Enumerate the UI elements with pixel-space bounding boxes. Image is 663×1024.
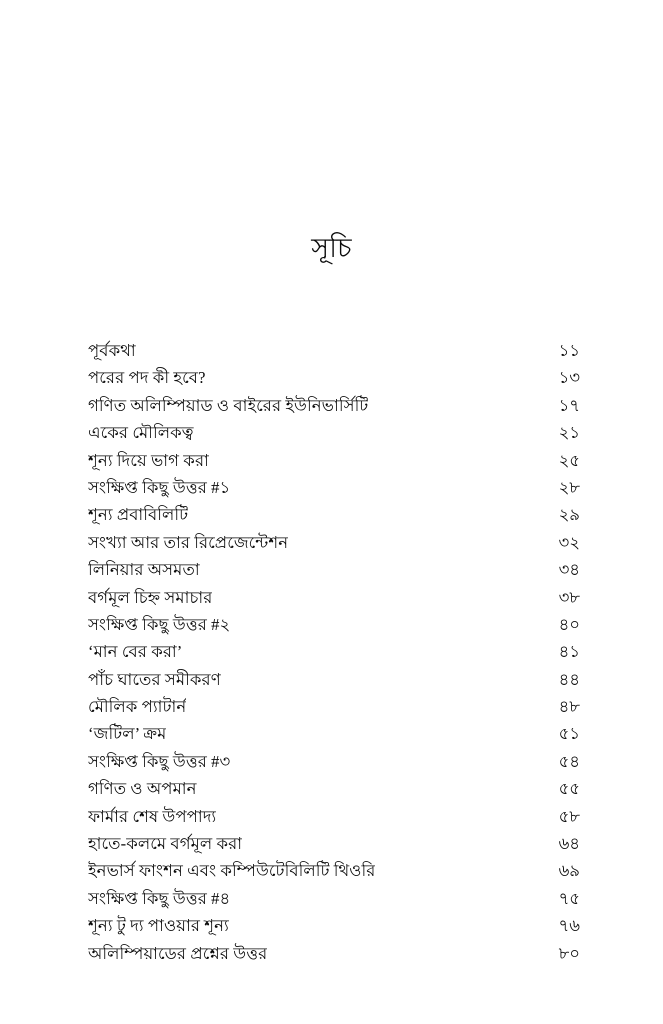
toc-entry-title: গণিত ও অপমান bbox=[88, 779, 197, 799]
toc-entry-title: শূন্য প্রবাবিলিটি bbox=[88, 505, 189, 525]
toc-entry[interactable] bbox=[88, 720, 580, 747]
toc-entry[interactable] bbox=[88, 419, 580, 446]
toc-entry-page-number: ১১ bbox=[558, 341, 580, 360]
toc-entry[interactable] bbox=[88, 474, 580, 501]
toc-entry-title: সংক্ষিপ্ত কিছু উত্তর #৪ bbox=[88, 888, 231, 908]
toc-entry[interactable] bbox=[88, 529, 580, 556]
toc-entry-title: সংখ্যা আর তার রিপ্রেজেন্টেশন bbox=[88, 532, 289, 552]
toc-entry-title: গণিত অলিম্পিয়াড ও বাইরের ইউনিভার্সিটি bbox=[88, 395, 369, 415]
toc-entry-title: ফার্মার শেষ উপপাদ্য bbox=[88, 806, 217, 826]
table-of-contents-list bbox=[88, 337, 580, 967]
toc-entry[interactable] bbox=[88, 940, 580, 967]
toc-entry-page-number: ৪১ bbox=[558, 642, 580, 662]
toc-entry-page-number: ৩৮ bbox=[558, 587, 580, 607]
toc-entry[interactable] bbox=[88, 392, 580, 419]
toc-entry-title: পূর্বকথা bbox=[88, 341, 136, 360]
toc-entry[interactable] bbox=[88, 748, 580, 775]
toc-entry-page-number: ৫৫ bbox=[558, 779, 580, 799]
toc-entry[interactable] bbox=[88, 857, 580, 884]
toc-entry[interactable] bbox=[88, 830, 580, 857]
toc-entry-title: লিনিয়ার অসমতা bbox=[88, 560, 200, 580]
toc-entry-title: সংক্ষিপ্ত কিছু উত্তর #১ bbox=[88, 477, 231, 497]
toc-entry-title: ইনভার্স ফাংশন এবং কম্পিউটেবিলিটি থিওরি bbox=[88, 861, 376, 881]
toc-entry[interactable] bbox=[88, 556, 580, 583]
toc-entry-page-number: ৬৪ bbox=[558, 834, 580, 854]
toc-entry-title: মৌলিক প্যাটার্ন bbox=[88, 697, 187, 717]
toc-entry-page-number: ৪০ bbox=[558, 614, 580, 634]
toc-entry-title: শূন্য দিয়ে ভাগ করা bbox=[88, 450, 209, 470]
toc-entry-title: একের মৌলিকত্ব bbox=[88, 423, 194, 443]
toc-entry-title: হাতে-কলমে বর্গমূল করা bbox=[88, 834, 243, 854]
toc-entry-page-number: ৭৬ bbox=[558, 916, 580, 936]
toc-entry[interactable] bbox=[88, 885, 580, 912]
toc-entry-page-number: ৮০ bbox=[558, 943, 580, 963]
toc-entry[interactable] bbox=[88, 611, 580, 638]
toc-entry[interactable] bbox=[88, 666, 580, 693]
toc-entry-page-number: ৫১ bbox=[558, 724, 580, 744]
toc-entry-title: অলিম্পিয়াডের প্রশ্নের উত্তর bbox=[88, 943, 268, 963]
toc-entry-page-number: ১৩ bbox=[558, 368, 580, 388]
toc-entry-page-number: ২৮ bbox=[558, 477, 580, 497]
toc-entry-title: সংক্ষিপ্ত কিছু উত্তর #২ bbox=[88, 614, 231, 634]
toc-entry-page-number: ২৫ bbox=[558, 450, 580, 470]
toc-entry[interactable] bbox=[88, 447, 580, 474]
toc-entry-page-number: ৬৯ bbox=[558, 861, 580, 881]
toc-entry-page-number: ১৭ bbox=[558, 395, 580, 415]
toc-entry-page-number: ৪৪ bbox=[558, 669, 580, 689]
toc-entry[interactable] bbox=[88, 501, 580, 528]
toc-entry-page-number: ৩২ bbox=[558, 532, 580, 552]
toc-entry-page-number: ৩৪ bbox=[558, 560, 580, 580]
toc-entry[interactable] bbox=[88, 775, 580, 802]
page-title: সূচি bbox=[311, 233, 352, 263]
toc-entry[interactable] bbox=[88, 803, 580, 830]
toc-entry[interactable] bbox=[88, 693, 580, 720]
toc-entry-page-number: ৭৫ bbox=[558, 888, 580, 908]
toc-entry-title: ‘জটিল’ ক্রম bbox=[88, 724, 167, 744]
toc-entry[interactable] bbox=[88, 584, 580, 611]
toc-entry-title: সংক্ষিপ্ত কিছু উত্তর #৩ bbox=[88, 751, 231, 771]
toc-entry-title: পাঁচ ঘাতের সমীকরণ bbox=[88, 669, 221, 689]
toc-entry[interactable] bbox=[88, 638, 580, 665]
toc-entry-page-number: ৪৮ bbox=[558, 697, 580, 717]
toc-entry-title: ‘মান বের করা’ bbox=[88, 642, 183, 662]
toc-entry-page-number: ২১ bbox=[558, 423, 580, 443]
toc-entry-title: শূন্য টু দ্য পাওয়ার শূন্য bbox=[88, 916, 229, 936]
toc-entry-title: বর্গমূল চিহ্ন সমাচার bbox=[88, 587, 213, 607]
toc-entry-title: পরের পদ কী হবে? bbox=[88, 368, 206, 388]
toc-entry[interactable] bbox=[88, 337, 580, 364]
toc-entry[interactable] bbox=[88, 364, 580, 391]
toc-entry-page-number: ২৯ bbox=[558, 505, 580, 525]
toc-entry-page-number: ৫৪ bbox=[558, 751, 580, 771]
toc-entry-page-number: ৫৮ bbox=[558, 806, 580, 826]
toc-entry[interactable] bbox=[88, 912, 580, 939]
